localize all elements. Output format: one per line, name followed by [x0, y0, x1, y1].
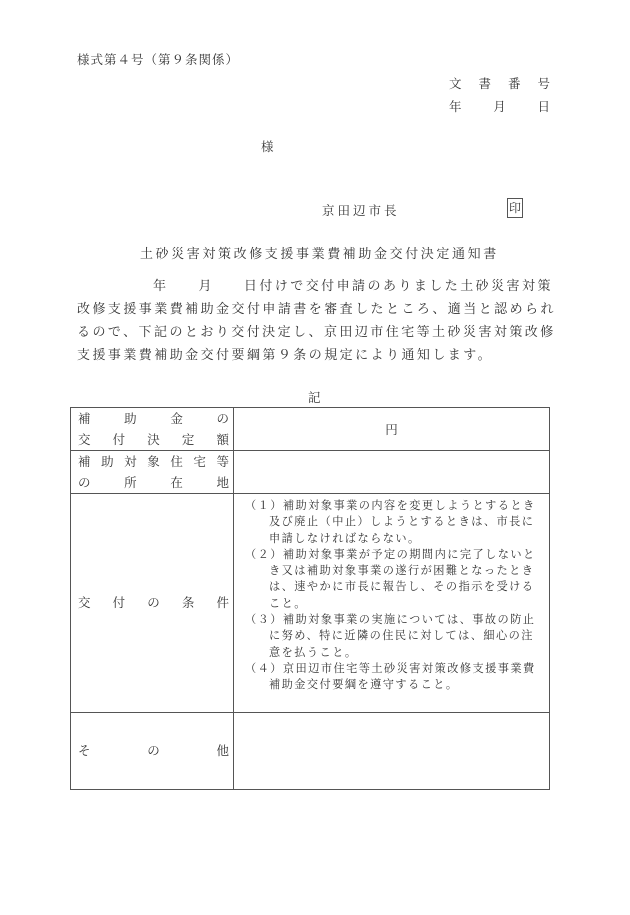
label-line	[78, 472, 229, 493]
label-char: 等	[216, 454, 229, 469]
condition-item: （２）補助対象事業が予定の期間内に完了しないとき又は補助対象事業の遂行が困難となったときは、速やかに市長に報告し、その指示を受けること。	[245, 547, 536, 610]
label-char: そ	[78, 743, 91, 759]
label-char: 付	[112, 595, 126, 611]
label-char: 象	[147, 454, 160, 469]
body-line-2: 改修支援事業費補助金交付申請書を審査したところ、適当と認められ	[77, 302, 556, 317]
label-property-location	[71, 451, 234, 494]
label-char: 他	[216, 743, 229, 759]
doc-number-char: 文	[449, 76, 462, 91]
label-line	[78, 592, 229, 613]
label-char: 地	[216, 475, 229, 490]
document-number-label	[449, 74, 550, 92]
label-char: 補	[78, 454, 91, 469]
addressee-honorific: 様	[261, 139, 274, 154]
decision-details-table	[70, 407, 550, 790]
label-char: 件	[216, 595, 229, 611]
label-grant-amount	[71, 408, 234, 451]
label-other	[71, 712, 234, 789]
label-char: 補	[78, 411, 91, 426]
label-char: 住	[170, 454, 183, 469]
document-date-label	[449, 97, 550, 115]
label-char: 付	[112, 432, 126, 447]
form-number-label: 様式第４号（第９条関係）	[77, 52, 240, 67]
label-char: 所	[124, 475, 137, 490]
condition-item: （３）補助対象事業の実施については、事故の防止に努め、特に近隣の住民に対しては、細心の注意を払うこと。	[245, 613, 536, 659]
label-char: 助	[101, 454, 114, 469]
body-line-3: るので、下記のとおり交付決定し、京田辺市住宅等土砂災害対策改修	[77, 325, 556, 340]
label-line	[78, 429, 229, 450]
label-char: の	[78, 475, 91, 490]
label-char: 条	[181, 595, 195, 611]
date-year-char: 年	[449, 99, 462, 114]
label-char: 額	[216, 432, 229, 447]
table-row-property-location	[71, 451, 550, 494]
body-line-1	[77, 275, 553, 298]
body-year: 年	[153, 279, 169, 294]
label-char: 定	[181, 432, 195, 447]
other-value	[234, 712, 550, 789]
label-char: の	[147, 595, 160, 611]
grant-conditions-list	[234, 494, 550, 713]
table-row-grant-amount	[71, 408, 550, 451]
notice-body	[77, 275, 556, 367]
body-month: 月	[198, 279, 214, 294]
date-month-char: 月	[493, 99, 506, 114]
document-title: 土砂災害対策改修支援事業費補助金交付決定通知書	[140, 247, 499, 262]
seal-stamp-icon: 印	[507, 198, 523, 218]
label-line	[78, 740, 229, 761]
label-char: 宅	[193, 454, 206, 469]
doc-number-char: 番	[507, 76, 521, 91]
body-line-4: 支援事業費補助金交付要綱第９条の規定により通知します。	[77, 348, 494, 363]
doc-number-char: 号	[537, 76, 550, 91]
condition-item: （１）補助対象事業の内容を変更しようとするとき及び廃止（中止）しようとするときは、市長に申請しなければならない。	[245, 499, 536, 545]
label-char: 対	[124, 454, 137, 469]
label-line	[78, 451, 229, 472]
label-line	[78, 408, 229, 429]
label-char: 金	[170, 411, 183, 426]
label-char: 決	[147, 432, 160, 447]
property-location-value	[234, 451, 550, 494]
label-char: 交	[78, 595, 91, 611]
label-grant-conditions	[71, 494, 234, 713]
doc-number-char: 書	[478, 76, 491, 91]
label-char: 在	[170, 475, 183, 490]
table-row-other	[71, 712, 550, 789]
body-line-1-rest: 日付けで交付申請のありました土砂災害対策	[243, 279, 553, 294]
label-char: の	[147, 743, 160, 759]
grant-amount-value: 円	[234, 408, 550, 451]
label-char: 助	[124, 411, 137, 426]
label-char: 交	[78, 432, 91, 447]
table-row-grant-conditions	[71, 494, 550, 713]
label-char: の	[216, 411, 229, 426]
condition-item: （４）京田辺市住宅等土砂災害対策改修支援事業費補助金交付要綱を遵守すること。	[245, 661, 536, 692]
issuer-name: 京田辺市長	[322, 203, 400, 218]
date-day-char: 日	[537, 99, 550, 114]
ki-heading: 記	[308, 390, 321, 405]
